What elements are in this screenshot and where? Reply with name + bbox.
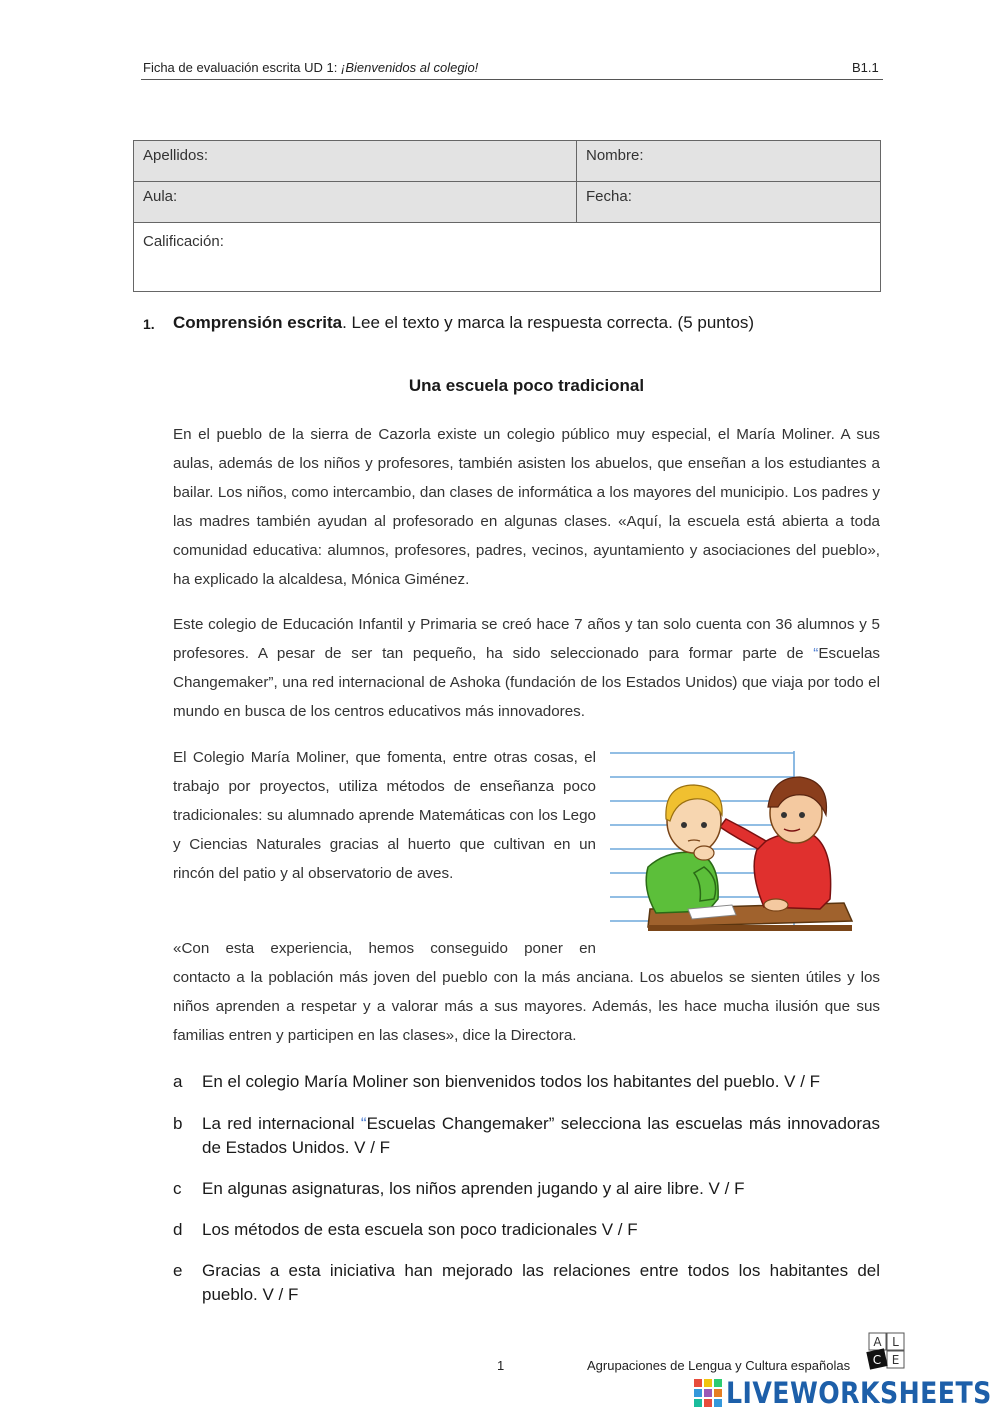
question-title: Comprensión escrita [173,313,343,332]
date-label: Fecha: [586,188,632,205]
p2-start: Este colegio de Educación Infantil y Primaria se creó hace 7 años y tan solo cuenta con 36 alumnos y 5 profesores. A pesar de ser tan pequeño, ha sido seleccionado para formar parte de [173,616,880,662]
statement-letter: c [173,1179,182,1198]
alce-logo-icon [866,1332,906,1372]
statement-e[interactable] [173,1259,880,1307]
statement-c[interactable] [173,1177,880,1201]
logo-letter-l: L [892,1335,899,1349]
p4-rest: contacto a la población más joven del pueblo con la más anciana. Los abuelos se sienten útiles y los niños aprenden a respetar y a valorar más a sus mayores. Además, les hace mucha ilusión que sus familias entren y participen en las clases», dice la Directora. [173,969,880,1044]
logo-letter-c: C [872,1353,882,1367]
reading-paragraph-2 [173,610,880,726]
p2-rest: Escuelas Changemaker”, una red internacional de Ashoka (fundación de los Estados Unidos) que viaja por todo el mundo en busca de los centros educativos más innovadores. [173,645,880,720]
question-instruction [173,313,754,333]
page-number: 1 [497,1358,505,1373]
question-number: 1. [143,316,155,332]
statement-b-rest: Escuelas Changemaker” selecciona las escuelas más innovadoras de Estados Unidos. V / F [202,1114,880,1157]
p4-first-line: «Con esta experiencia, hemos conseguido poner en [173,940,596,957]
liveworksheets-grid-icon [694,1379,722,1407]
statement-a[interactable] [173,1070,880,1094]
surname-cell[interactable] [134,141,577,182]
surname-label: Apellidos: [143,147,209,164]
question-instruction-text: . Lee el texto y marca la respuesta correcta. (5 puntos) [342,313,755,332]
grade-label: Calificación: [143,233,224,250]
reading-title: Una escuela poco tradicional [408,376,645,395]
grade-cell[interactable] [134,223,881,292]
organization-name: Agrupaciones de Lengua y Cultura españolas [587,1358,851,1373]
statement-b-quote-mark: “ [360,1114,367,1133]
header-title [143,60,478,75]
statement-text: En el colegio María Moliner son bienvenidos todos los habitantes del pueblo. V / F [202,1072,821,1091]
student-info-table [133,140,881,292]
statement-letter: d [173,1220,183,1239]
header-title-italic: ¡Bienvenidos al colegio! [340,60,479,75]
two-students-icon [608,749,864,935]
liveworksheets-brand: LIVEWORKSHEETS [726,1376,992,1410]
statement-letter: e [173,1261,183,1280]
statement-letter: b [173,1114,183,1133]
name-label: Nombre: [586,147,644,164]
classroom-cell[interactable] [134,182,577,223]
logo-letter-a: A [873,1335,882,1349]
p2-quote-mark: “ [813,645,819,662]
liveworksheets-logo[interactable] [694,1378,994,1408]
classroom-label: Aula: [143,188,178,205]
reading-paragraph-1: En el pueblo de la sierra de Cazorla existe un colegio público muy especial, el María Moliner. A sus aulas, además de los niños y profesores, también asisten los abuelos, que enseñan a los estudiantes a bailar. Los niños, como intercambio, dan clases de informática a los mayores del municipio. Los padres y las madres también ayudan al profesorado en algunas clases. «Aquí, la escuela está abierta a toda comunidad educativa: alumnos, profesores, padres, vecinos, ayuntamiento y asociaciones del pueblo», ha explicado la alcaldesa, Mónica Giménez. [173,426,880,588]
statement-b[interactable] [173,1112,880,1160]
header-divider [141,79,883,80]
reading-paragraph-3: El Colegio María Moliner, que fomenta, entre otras cosas, el trabajo por proyectos, utiliza métodos de enseñanza poco tradicionales: su alumnado aprende Matemáticas con los Lego y Ciencias Naturales gracias al huerto que cultivan en un rincón del patio y al observatorio de aves. [173,749,596,882]
level-label: B1.1 [852,60,879,75]
statement-text: Gracias a esta iniciativa han mejorado las relaciones entre todos los habitantes del pueblo. V / F [202,1261,880,1304]
logo-letter-e: E [891,1353,900,1367]
reading-paragraph-4 [173,934,880,1050]
statement-text [202,1112,880,1160]
statement-letter: a [173,1072,183,1091]
statement-text: Los métodos de esta escuela son poco tradicionales V / F [202,1220,638,1239]
statement-b-start: La red internacional [202,1114,361,1133]
header-title-prefix: Ficha de evaluación escrita UD 1: [143,60,341,75]
statement-d[interactable] [173,1218,880,1242]
name-cell[interactable] [577,141,881,182]
statement-text: En algunas asignaturas, los niños aprenden jugando y al aire libre. V / F [202,1179,745,1198]
date-cell[interactable] [577,182,881,223]
